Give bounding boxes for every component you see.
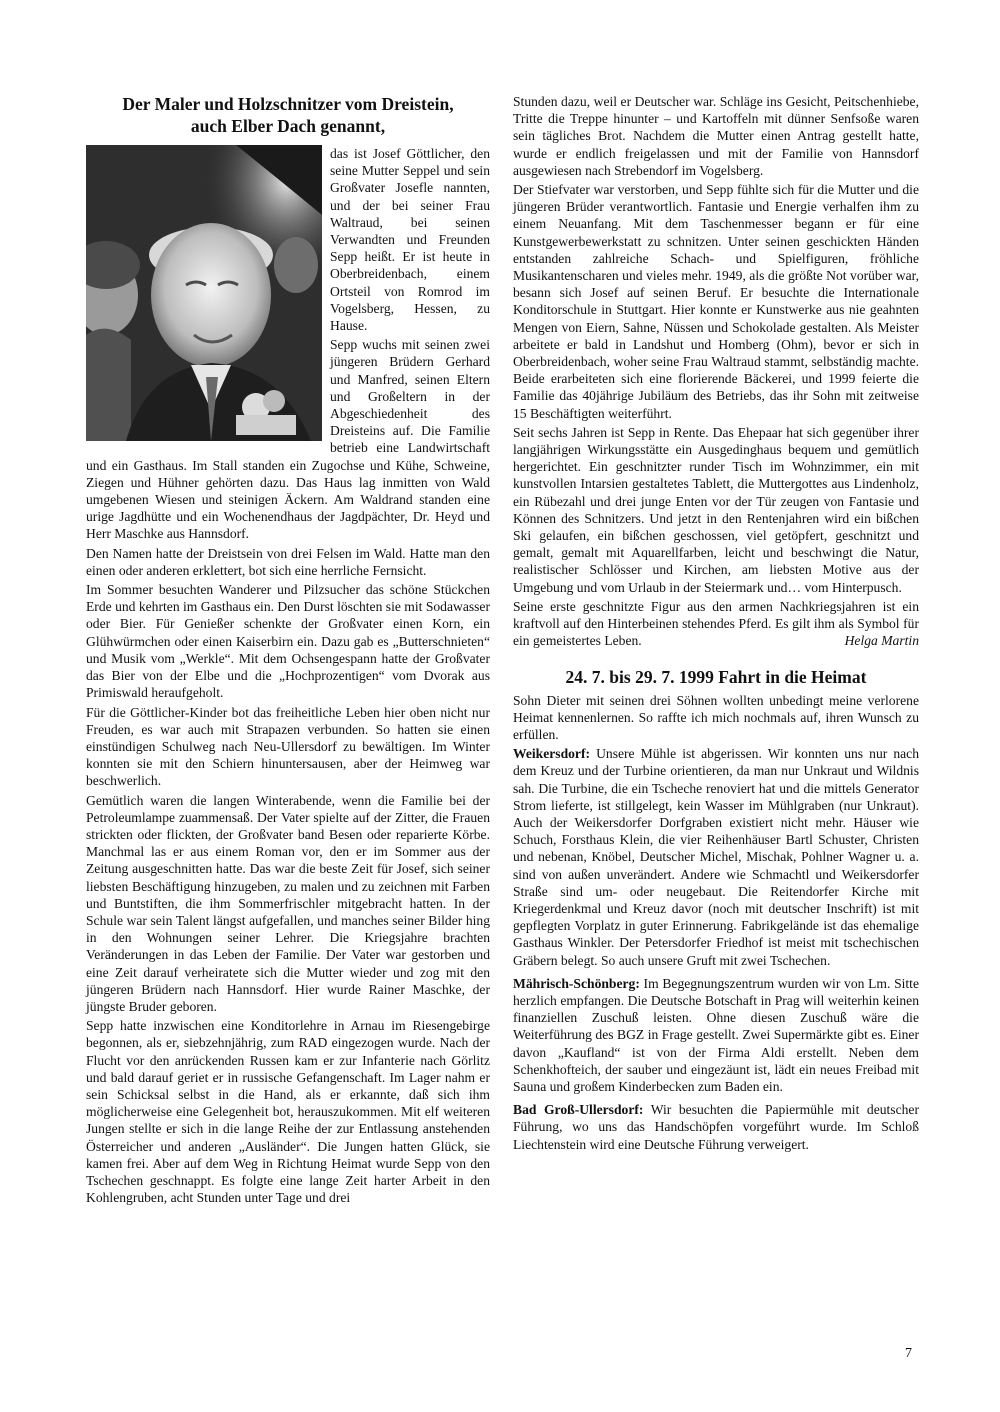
right-column xyxy=(513,93,919,1153)
paragraph-4: Im Sommer besuchten Wanderer und Pilzsucher das schöne Stückchen Erde und kehrten im Gasthaus ein. Den Durst löschten sie mit Sodawasser oder Bier. Für Genießer schenkte der Großvater einen Korn, ein Glühwürmchen oder einen Kaiserbirn ein. Dazu gab es „Butterschnieten“ und Musik vom „Werkle“. Mit dem Ochsengespann hatte der Großvater das Bier von der Elbe und die „Hochprozentigen“ vom Dvorak aus Primiswald heraufgeholt. xyxy=(86,582,490,701)
article-title-line-2: auch Elber Dach genannt, xyxy=(190,116,386,136)
paragraph-7: Sepp hatte inzwischen eine Konditorlehre in Arnau im Riesengebirge begonnen, als er, siebzehnjährig, zum RAD eingezogen wurde. Nach der Flucht vor den anrückenden Russen kam er zur Infanterie nach Görlitz und bald darauf geriet er in russische Gefangenschaft. Im Lager nahm er sein Schicksal selbst in die Hand, als er erkannte, daß sich ihm möglicherweise eine Gelegenheit bot, herauszukommen. Mit elf weiteren Jungen stellte er sich in die lange Reihe der zur Entlassung anstehenden Österreicher und anderen „Ausländer“. Die Jungen hatten Glück, sie kamen frei. Aber auf dem Weg in Richtung Heimat wurde Sepp von den Tschechen geschnappt. Es folgte eine lange Zeit harter Arbeit in den Kohlengruben, acht Stunden unter Tage und drei xyxy=(86,1018,490,1206)
paragraph-6: Gemütlich waren die langen Winterabende, wenn die Familie bei der Petroleumlampe zuammensaß. Der Vater spielte auf der Zitter, die Frauen strickten oder flickten, der Großvater band Besen oder reparierte Körbe. Manchmal las er aus einem Roman vor, den er im Sommer aus der Zeitung ausgeschnitten hatte. Das war die beste Zeit für Josef, sich seiner liebsten Beschäftigung hinzugeben, zu malen und zu zeichnen mit Farben und Buntstiften, die ihm Sommerfrischler mitgebracht hatten. In der Schule war sein Talent längst aufgefallen, und manches seiner Bilder hing in den Wohnungen seiner Lehrer. Die Kriegsjahre brachten Veränderungen in das Leben der Familie. Der Vater war gestorben und eine Zeit darauf verheiratete sich die Mutter wieder und zog mit den jüngeren Brüdern nach Hannsdorf. Hier wurde Rainer Maschke, der jüngste Bruder geboren. xyxy=(86,792,490,1014)
portrait-photo-illustration xyxy=(86,145,322,441)
author-signature: Helga Martin xyxy=(844,633,919,649)
section-weikersdorf xyxy=(513,745,919,969)
paragraph-2: Sepp wuchs mit seinen zwei jüngeren Brüdern Gerhard und Manfred, seinen Eltern und Großeltern in der Abgeschiedenheit des Dreisteins auf. Die Familie betrieb eine Landwirtschaft und ein Gasthaus. Im Stall standen ein Zugochse und Kühe, Schweine, Ziegen und Hühner gehörten dazu. Das Haus lag inmitten von Wald umgebenen Wiesen und steinigen Äckern. Am Waldrand standen eine urige Jagdhütte und ein Wochenendhaus der Jagdpächter, Dr. Heyd und Herr Maschke aus Hannsdorf. xyxy=(86,337,490,542)
paragraph-3: Den Namen hatte der Dreistsein von drei Felsen im Wald. Hatte man den einen oder anderen erklettert, bot sich eine herrliche Fernsicht. xyxy=(86,545,490,578)
paragraph-5: Für die Göttlicher-Kinder bot das freiheitliche Leben hier oben nicht nur Freuden, es war auch mit Strapazen verbunden. So hatten sie einen einstündigen Schulweg nach Neu-Ullersdorf zu bewältigen. Im Winter konnten sie mit den Schiern hinuntersausen, aber der Heimweg war beschwerlich. xyxy=(86,704,490,789)
section-text: Unsere Mühle ist abgerissen. Wir konnten uns nur nach dem Kreuz und der Turbine orientieren, da man nur Unkraut und Wildnis sah. Die Turbine, die ein Tscheche renoviert hat und die mittels Generator Strom lieferte, ist stillgelegt, kein Wasser im Mühlgraben (nur Unkraut). Auch der Weikersdorfer Dorfgraben existiert nicht mehr. Häuser wie Schuch, Forsthaus Klein, die vier Reihenhäuser Bartl Schuster, Christen und nebenan, Knöbel, Deutscher Michel, Mischak, Pohlner Wagner u. a. sind von außen unverändert. Andere wie Schmachtl und Weikersdorfer Straße sind um- oder neugebaut. Die Reitendorfer Kirche mit Kriegerdenkmal und Kreuz davor (noch mit deutscher Inschrift) ist mit gepflegten Vorplatz in guter Erinnerung. Fabrikgelände ist das ehemalige Gasthaus Winkler. Der Petersdorfer Friedhof ist meist mit tschechischen Gräbern belegt. So auch unsere Gruft mit zwei Tschechen. xyxy=(513,746,919,968)
paragraph-1: das ist Josef Göttlicher, den seine Mutter Seppel und sein Großvater Josefle nannten, und der bei seiner Frau Waltraud, bei seinen Verwandten und Freunden Sepp heißt. Er ist heute in Oberbreidenbach, einem Ortsteil von Romrod im Vogelsberg, Hessen, zu Hause. xyxy=(330,146,490,334)
paragraph-continued-3: Seit sechs Jahren ist Sepp in Rente. Das Ehepaar hat sich gegenüber ihrer langjährigen Wirkungsstätte ein Ausgedinghaus bequem und gemütlich hergerichtet. Ein geschnitzter runder Tisch im Wohnzimmer, ein mit kunstvollen Intarsien gestaltetes Tablett, die Muttergottes aus Lindenholz, ein Rübezahl und drei junge Enten vor der Tür zeugen von Fantasie und Können des Schnitzers. Und jetzt in den Rentenjahren wird ein bißchen Ski gelaufen, ein bißchen geschossen, viel getöpfert, geschnitzt und gemalt, gemalt mit Aquarellfarben, leicht und beschwingt die Natur, realistischer Schlösser und Kirchen, am liebsten Motive aus der Umgebung und vom Urlaub in der Steiermark und… vom Hinterpusch. xyxy=(513,424,919,595)
section-label: Bad Groß-Ullersdorf: xyxy=(513,1102,644,1118)
paragraph-continued-4 xyxy=(513,598,919,650)
article-2-intro: Sohn Dieter mit seinen drei Söhnen wollten unbedingt meine verlorene Heimat kennenlernen. So raffte ich mich nochmals auf, ihren Wunsch zu erfüllen. xyxy=(513,692,919,742)
paragraph-continued-2: Der Stiefvater war verstorben, und Sepp fühlte sich für die Mutter und die jüngeren Brüder verantwortlich. Fantasie und Energie verhalfen ihm zu einem Neuanfang. Mit dem Taschenmesser begann er für eine Kunstgewerbewerkstatt zu schnitzen. Unter seinen geschickten Händen entstanden zahlreiche Schach- und Spielfiguren, fröhliche Musikantenscharen und vieles mehr. 1949, als die größte Not vorüber war, besann sich Josef auf seinen Beruf. Er besuchte die Internationale Konditorschule in Stuttgart. Hier konnte er Kunstwerke aus nie geahnten Mengen von Eiern, Sahne, Nüssen und Schokolade gestalten. Als Meister arbeitete er bald in Landshut und Homberg (Ohm), bevor er sich in Oberbreidenbach, woher seine Frau Waltraud stammt, selbständig machte. Beide erarbeiteten sich eine florierende Bäckerei, und 1999 feierte die Familie das 40jährige Jubiläum des Betriebs, das ihr Sohn mit zeitweise 15 Beschäftigten weiterführt. xyxy=(513,182,919,421)
section-label: Weikersdorf: xyxy=(513,746,591,762)
left-column xyxy=(86,93,490,1206)
page-number: 7 xyxy=(905,1346,912,1361)
closing-text: Seine erste geschnitzte Figur aus den armen Nachkriegsjahren ist ein kraftvoll auf den Hinterbeinen stehendes Pferd. Es gilt ihm als Symbol für ein gemeistertes Leben. xyxy=(513,598,919,649)
article-title xyxy=(86,93,490,137)
section-bad-gross-ullersdorf xyxy=(513,1101,919,1153)
section-text: Im Begegnungszentrum wurden wir von Lm. Sitte herzlich empfangen. Die Deutsche Botschaft in Prag will weiterhin keinen finanziellen Zuschuß leisten. Ohne diesen Zuschuß wäre die Weiterführung des BGZ in Frage gestellt. Zwei Supermärkte gibt es. Einer davon „Kaufland“ ist von der Firma Aldi erstellt. Neben dem Schenkhofteich, der sauber und eingezäunt ist, lädt ein neues Freibad mit Sauna und großem Kinderbecken zum Baden ein. xyxy=(513,975,919,1094)
portrait-photo xyxy=(86,145,322,441)
section-text: Wir besuchten die Papiermühle mit deutscher Führung, wo uns das Handschöpfen vorgeführt wurde. Im Schloß Liechtenstein wird eine Deutsche Führung verweigert. xyxy=(513,1102,919,1152)
paragraph-continued-1: Stunden dazu, weil er Deutscher war. Schläge ins Gesicht, Peitschenhiebe, Tritte die Treppe hinunter – und Kartoffeln mit dünner Senfsoße waren sein tägliches Brot. Nachdem die Mutter einen Antrag gestellt hatte, wurde er endlich freigelassen und mit der Familie von Hannsdorf ausgewiesen nach Strebendorf im Vogelsberg. xyxy=(513,94,919,178)
article-2-title: 24. 7. bis 29. 7. 1999 Fahrt in die Heimat xyxy=(565,666,867,687)
article-title-line-1: Der Maler und Holzschnitzer vom Dreistein, xyxy=(122,94,454,114)
section-maehrisch-schoenberg xyxy=(513,975,919,1095)
section-label: Mährisch-Schönberg: xyxy=(513,975,640,991)
